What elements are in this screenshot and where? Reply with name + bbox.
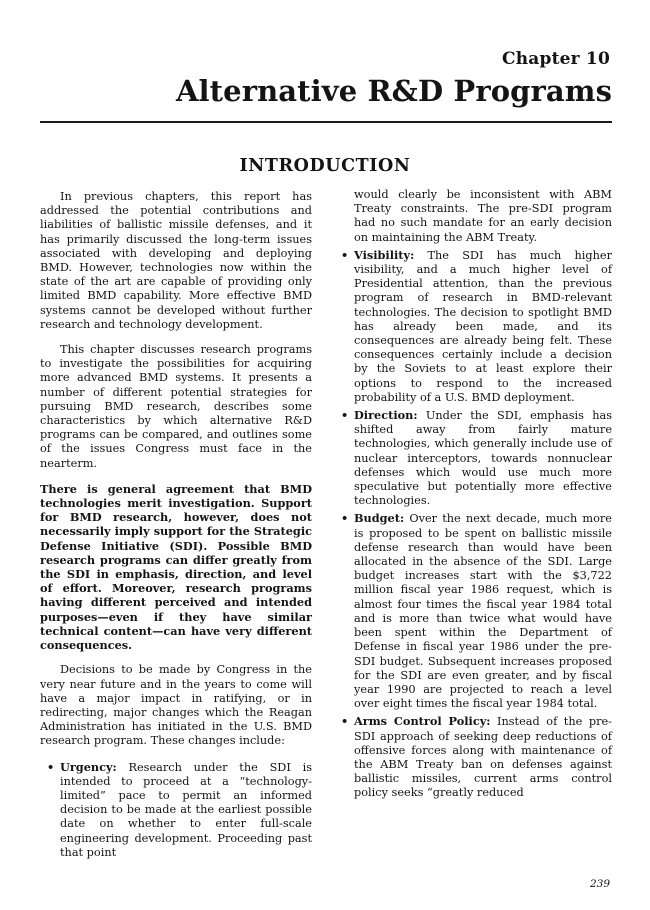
list-item-direction [340,408,612,508]
paragraph-intro: In previous chapters, this report has addressed the potential contributions and liabilities of ballistic missile defenses, and it has primarily discussed the long-term issues associated with developing and deploying BMD. However, technologies now within the state of the art are capable of providing only limited BMD capability. More effective BMD systems cannot be developed without further research and technology development. [40,190,312,331]
list-item-urgency [40,760,312,860]
list-item-arms-control [340,714,612,800]
list-item-text: Over the next decade, much more is proposed to be spent on ballistic missile defense research than would have been allocated in the absence of the SDI. Large budget increases start with the $3,722 million fiscal year 1986 request, which is almost four times the fiscal year 1984 total and is more than twice what would have been spent within the Department of Defense in fiscal year 1986 under the pre-SDI budget. Subsequent increases proposed for the SDI are even greater, and by fiscal year 1990 are projected to reach a level over eight times the fiscal year 1984 total. [354,512,612,711]
left-column [40,190,312,863]
bullet-icon: • [341,511,349,526]
list-item-text: Research under the SDI is intended to proceed at a “technology-limited” pace to permit an informed decision to be made at the earliest possible date on whether to enter full-scale engineering development. Proceeding past that point [60,760,312,859]
bullet-icon: • [341,714,349,729]
section-heading: INTRODUCTION [239,156,411,176]
title-rule [40,121,612,123]
paragraph-continuation: would clearly be inconsistent with ABM Treaty constraints. The pre-SDI program had no such mandate for an early decision on maintaining the ABM Treaty. [354,188,612,244]
chapter-title: Alternative R&D Programs [175,74,612,108]
paragraph-chapter-scope: This chapter discusses research programs to investigate the possibilities for acquiring more advanced BMD systems. It presents a number of different potential strategies for pursuing BMD research, describes some characteristics by which alternative R&D programs can be compared, and outlines some of the issues Congress must face in the nearterm. [40,343,312,470]
list-item-visibility [340,248,612,405]
chapter-label: Chapter 10 [502,49,610,69]
list-item-text: The SDI has much higher visibility, and a much higher level of Presidential attention, than the previous program of research in BMD-relevant technologies. The decision to spotlight BMD has already been made, and its consequences are already being felt. These consequences certainly include a decision by the Soviets to at least explore their options to respond to the increased probability of a U.S. BMD deployment. [354,248,612,404]
bullet-icon: • [341,408,349,423]
list-item-term: Budget: [354,511,405,526]
changes-list-right [340,248,612,801]
list-item-text: Under the SDI, emphasis has shifted away from fairly mature technologies, which generally include use of nuclear interceptors, towards nonnuclear defenses which would use much more speculative but potentially more effective technologies. [354,409,612,508]
list-item-term: Visibility: [354,247,415,262]
list-item-text: Instead of the pre-SDI approach of seeking deep reductions of offensive forces along with maintenance of the ABM Treaty ban on defenses against ballistic missiles, current arms control policy seeks “greatly reduced [354,715,612,800]
list-item-term: Arms Control Policy: [354,714,491,729]
page-number: 239 [589,878,610,890]
list-item-term: Direction: [354,408,418,423]
changes-list-left [40,760,312,860]
paragraph-congress-decisions: Decisions to be made by Congress in the very near future and in the years to come will have a major impact in ratifying, or in redirecting, major changes which the Reagan Administration has initiated in the U.S. BMD research program. These changes include: [40,663,312,748]
right-column [340,188,612,804]
list-item-term: Urgency: [60,759,117,774]
bullet-icon: • [47,759,55,774]
list-item-budget [340,511,612,711]
bullet-icon: • [341,247,349,262]
paragraph-key-finding: There is general agreement that BMD technologies merit investigation. Support for BMD research, however, does not necessarily imply support for the Strategic Defense Initiative (SDI). Possible BMD research programs can differ greatly from the SDI in emphasis, direction, and level of effort. Moreover, research programs having different perceived and intended purposes—even if they have similar technical content—can have very different consequences. [40,481,312,653]
